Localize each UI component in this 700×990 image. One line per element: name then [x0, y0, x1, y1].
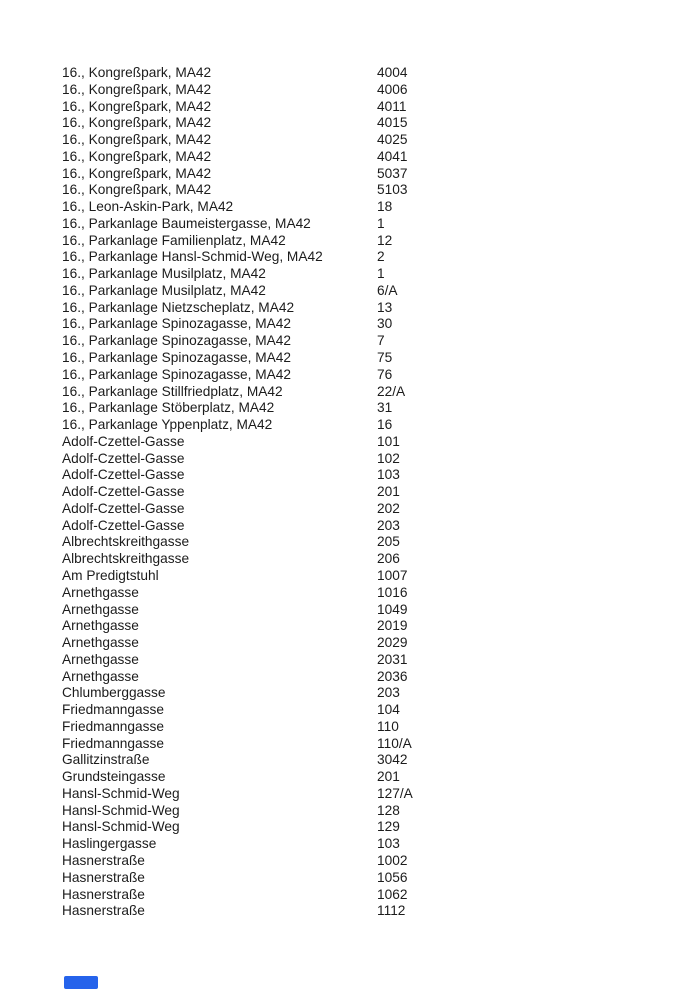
number-cell: 203 — [377, 685, 400, 701]
number-cell: 76 — [377, 366, 393, 382]
table-row — [62, 853, 622, 870]
location-cell: Hansl-Schmid-Weg — [62, 785, 180, 801]
location-cell: 16., Parkanlage Spinozagasse, MA42 — [62, 366, 292, 382]
location-cell: Hasnerstraße — [62, 869, 145, 885]
location-cell: 16., Parkanlage Stillfriedplatz, MA42 — [62, 383, 283, 399]
location-cell: Hasnerstraße — [62, 852, 145, 868]
location-cell: Haslingergasse — [62, 836, 157, 852]
table-row — [62, 669, 622, 686]
number-cell: 1056 — [377, 869, 408, 885]
table-row — [62, 736, 622, 753]
location-cell: Hansl-Schmid-Weg — [62, 802, 180, 818]
location-cell: 16., Kongreßpark, MA42 — [62, 65, 212, 80]
table-row — [62, 400, 622, 417]
number-cell: 128 — [377, 802, 400, 818]
number-cell: 3042 — [377, 752, 408, 768]
number-cell: 201 — [377, 769, 400, 785]
table-row — [62, 602, 622, 619]
location-cell: 16., Parkanlage Familienplatz, MA42 — [62, 232, 286, 248]
location-cell: Arnethgasse — [62, 584, 139, 600]
table-row — [62, 300, 622, 317]
number-cell: 31 — [377, 400, 393, 416]
table-row — [62, 350, 622, 367]
table-row — [62, 82, 622, 99]
number-cell: 1007 — [377, 567, 408, 583]
table-row — [62, 769, 622, 786]
number-cell: 129 — [377, 819, 400, 835]
number-cell: 103 — [377, 467, 400, 483]
table-row — [62, 836, 622, 853]
number-cell: 1002 — [377, 852, 408, 868]
table-row — [62, 585, 622, 602]
table-row — [62, 786, 622, 803]
number-cell: 18 — [377, 199, 393, 215]
number-cell: 2019 — [377, 618, 408, 634]
location-cell: 16., Parkanlage Nietzscheplatz, MA42 — [62, 299, 295, 315]
location-cell: 16., Parkanlage Spinozagasse, MA42 — [62, 350, 292, 366]
location-number-list — [62, 65, 622, 920]
table-row — [62, 132, 622, 149]
location-cell: 16., Parkanlage Hansl-Schmid-Weg, MA42 — [62, 249, 323, 265]
number-cell: 4011 — [377, 98, 407, 114]
number-cell: 206 — [377, 551, 400, 567]
table-row — [62, 467, 622, 484]
table-row — [62, 903, 622, 920]
table-row — [62, 367, 622, 384]
number-cell: 12 — [377, 232, 393, 248]
table-row — [62, 249, 622, 266]
number-cell: 203 — [377, 517, 400, 533]
number-cell: 16 — [377, 417, 393, 433]
table-row — [62, 434, 622, 451]
number-cell: 102 — [377, 450, 400, 466]
table-row — [62, 149, 622, 166]
location-cell: Hasnerstraße — [62, 886, 145, 902]
location-cell: 16., Parkanlage Baumeistergasse, MA42 — [62, 215, 311, 231]
number-cell: 1062 — [377, 886, 408, 902]
number-cell: 30 — [377, 316, 393, 332]
table-row — [62, 451, 622, 468]
table-row — [62, 819, 622, 836]
location-cell: Arnethgasse — [62, 651, 139, 667]
number-cell: 13 — [377, 299, 393, 315]
location-cell: Friedmanngasse — [62, 735, 164, 751]
location-cell: Adolf-Czettel-Gasse — [62, 500, 185, 516]
table-row — [62, 233, 622, 250]
table-row — [62, 283, 622, 300]
table-row — [62, 803, 622, 820]
table-row — [62, 551, 622, 568]
location-cell: Albrechtskreithgasse — [62, 534, 190, 550]
table-row — [62, 719, 622, 736]
location-cell: 16., Kongreßpark, MA42 — [62, 132, 212, 148]
table-row — [62, 518, 622, 535]
location-cell: Chlumberggasse — [62, 685, 166, 701]
table-row — [62, 316, 622, 333]
location-cell: Grundsteingasse — [62, 769, 166, 785]
location-cell: 16., Parkanlage Spinozagasse, MA42 — [62, 316, 292, 332]
number-cell: 1112 — [377, 903, 406, 919]
table-row — [62, 333, 622, 350]
table-row — [62, 99, 622, 116]
number-cell: 2036 — [377, 668, 408, 684]
number-cell: 2031 — [377, 651, 408, 667]
table-row — [62, 752, 622, 769]
table-row — [62, 568, 622, 585]
number-cell: 103 — [377, 836, 400, 852]
location-cell: Hansl-Schmid-Weg — [62, 819, 180, 835]
number-cell: 4006 — [377, 81, 408, 97]
location-cell: Adolf-Czettel-Gasse — [62, 517, 185, 533]
location-cell: Arnethgasse — [62, 668, 139, 684]
table-row — [62, 635, 622, 652]
number-cell: 101 — [377, 433, 400, 449]
location-cell: 16., Kongreßpark, MA42 — [62, 98, 212, 114]
table-row — [62, 199, 622, 216]
table-row — [62, 652, 622, 669]
table-row — [62, 887, 622, 904]
location-cell: Adolf-Czettel-Gasse — [62, 433, 185, 449]
table-row — [62, 484, 622, 501]
number-cell: 7 — [377, 333, 385, 349]
location-cell: 16., Kongreßpark, MA42 — [62, 148, 212, 164]
table-row — [62, 216, 622, 233]
location-cell: Adolf-Czettel-Gasse — [62, 484, 185, 500]
number-cell: 75 — [377, 350, 393, 366]
table-row — [62, 870, 622, 887]
number-cell: 4025 — [377, 132, 408, 148]
number-cell: 2 — [377, 249, 385, 265]
location-cell: Adolf-Czettel-Gasse — [62, 450, 185, 466]
number-cell: 4004 — [377, 65, 408, 80]
number-cell: 2029 — [377, 635, 408, 651]
location-cell: 16., Parkanlage Musilplatz, MA42 — [62, 282, 266, 298]
number-cell: 104 — [377, 702, 400, 718]
number-cell: 127/A — [377, 785, 413, 801]
table-row — [62, 166, 622, 183]
location-cell: Arnethgasse — [62, 601, 139, 617]
number-cell: 4041 — [377, 148, 408, 164]
table-row — [62, 182, 622, 199]
number-cell: 22/A — [377, 383, 406, 399]
location-cell: Gallitzinstraße — [62, 752, 150, 768]
location-cell: 16., Parkanlage Spinozagasse, MA42 — [62, 333, 292, 349]
number-cell: 110/A — [377, 735, 412, 751]
number-cell: 5037 — [377, 165, 408, 181]
number-cell: 6/A — [377, 282, 398, 298]
table-row — [62, 534, 622, 551]
location-cell: Adolf-Czettel-Gasse — [62, 467, 185, 483]
number-cell: 1 — [377, 215, 385, 231]
location-cell: Arnethgasse — [62, 618, 139, 634]
location-cell: 16., Parkanlage Musilplatz, MA42 — [62, 266, 266, 282]
number-cell: 1016 — [377, 584, 408, 600]
table-row — [62, 384, 622, 401]
location-cell: 16., Kongreßpark, MA42 — [62, 182, 212, 198]
number-cell: 1049 — [377, 601, 408, 617]
bottom-blue-bar[interactable] — [64, 976, 98, 989]
location-cell: Hasnerstraße — [62, 903, 145, 919]
table-row — [62, 417, 622, 434]
location-cell: Friedmanngasse — [62, 702, 164, 718]
location-cell: 16., Kongreßpark, MA42 — [62, 165, 212, 181]
location-cell: 16., Kongreßpark, MA42 — [62, 81, 212, 97]
table-row — [62, 501, 622, 518]
location-cell: 16., Parkanlage Yppenplatz, MA42 — [62, 417, 273, 433]
location-cell: 16., Kongreßpark, MA42 — [62, 115, 212, 131]
number-cell: 205 — [377, 534, 400, 550]
number-cell: 202 — [377, 500, 400, 516]
table-row — [62, 266, 622, 283]
table-row — [62, 115, 622, 132]
location-cell: Arnethgasse — [62, 635, 139, 651]
location-cell: 16., Parkanlage Stöberplatz, MA42 — [62, 400, 275, 416]
table-row — [62, 618, 622, 635]
table-row — [62, 65, 622, 82]
number-cell: 110 — [377, 718, 399, 734]
table-row — [62, 702, 622, 719]
location-cell: Friedmanngasse — [62, 718, 164, 734]
number-cell: 201 — [377, 484, 400, 500]
location-cell: Am Predigtstuhl — [62, 567, 159, 583]
number-cell: 1 — [377, 266, 385, 282]
table-row — [62, 685, 622, 702]
number-cell: 5103 — [377, 182, 408, 198]
number-cell: 4015 — [377, 115, 408, 131]
location-cell: Albrechtskreithgasse — [62, 551, 190, 567]
location-cell: 16., Leon-Askin-Park, MA42 — [62, 199, 234, 215]
